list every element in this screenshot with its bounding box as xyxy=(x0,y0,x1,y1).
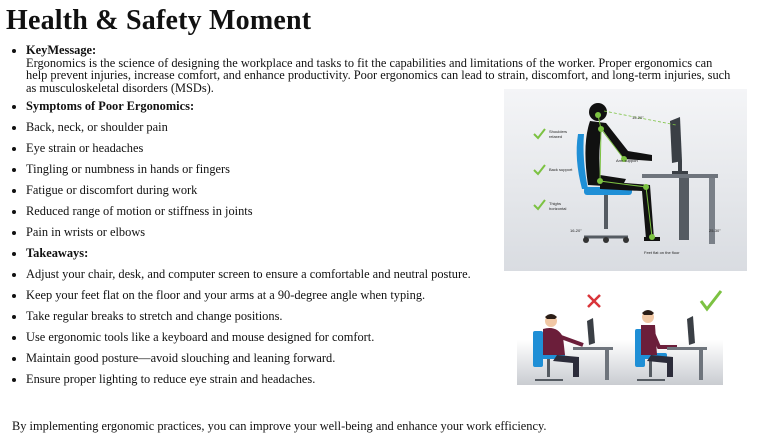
key-message-text: Ergonomics is the science of designing the workplace and tasks to fit the capabilities and limitations of the worker. Proper ergonomics can help prevent injuries, increase comfort, and enhance productivity. Poor ergonomics can lead to strain, discomfort, and long-term injuries, such as musculoskeletal disorders (MSDs). xyxy=(26,55,731,95)
symptom-item: Reduced range of motion or stiffness in joints xyxy=(6,205,746,226)
symptom-item: Pain in wrists or elbows xyxy=(6,226,746,247)
footer-text: By implementing ergonomic practices, you can improve your well-being and enhance your work efficiency. xyxy=(12,419,547,433)
takeaway-item: Use ergonomic tools like a keyboard and mouse designed for comfort. xyxy=(6,331,746,352)
takeaway-item: Ensure proper lighting to reduce eye strain and headaches. xyxy=(6,373,746,394)
label-relaxed: relaxed xyxy=(549,134,563,139)
label-knee-height: 16-20" xyxy=(570,228,582,233)
label-desk-height: 25-30" xyxy=(709,228,721,233)
label-shoulders: Shoulders xyxy=(549,129,568,134)
label-back-support: Back support xyxy=(549,167,573,172)
label-horizontal: horizontal xyxy=(549,206,567,211)
symptom-item: Eye strain or headaches xyxy=(6,142,746,163)
key-message-label: KeyMessage: xyxy=(26,43,97,57)
symptom-item: Back, neck, or shoulder pain xyxy=(6,121,746,142)
takeaways-heading: Takeaways: xyxy=(6,247,746,268)
label-arm-support: Arm support xyxy=(616,158,638,163)
takeaway-item: Take regular breaks to stretch and change positions. xyxy=(6,310,746,331)
takeaway-item: Keep your feet flat on the floor and your arms at a 90-degree angle when typing. xyxy=(6,289,746,310)
posture-comparison-figure xyxy=(517,285,723,385)
label-feet-flat: Feet flat on the floor xyxy=(644,250,680,255)
label-distance: 15-20" xyxy=(632,115,644,120)
takeaway-item: Adjust your chair, desk, and computer screen to ensure a comfortable and neutral posture. xyxy=(6,268,746,289)
ergonomic-posture-figure xyxy=(504,89,747,271)
symptom-item: Fatigue or discomfort during work xyxy=(6,184,746,205)
label-thighs: Thighs xyxy=(549,201,562,206)
page-title: Health & Safety Moment xyxy=(6,5,312,36)
symptoms-heading: Symptoms of Poor Ergonomics: xyxy=(6,100,746,121)
symptom-item: Tingling or numbness in hands or fingers xyxy=(6,163,746,184)
takeaway-item: Maintain good posture—avoid slouching and leaning forward. xyxy=(6,352,746,373)
